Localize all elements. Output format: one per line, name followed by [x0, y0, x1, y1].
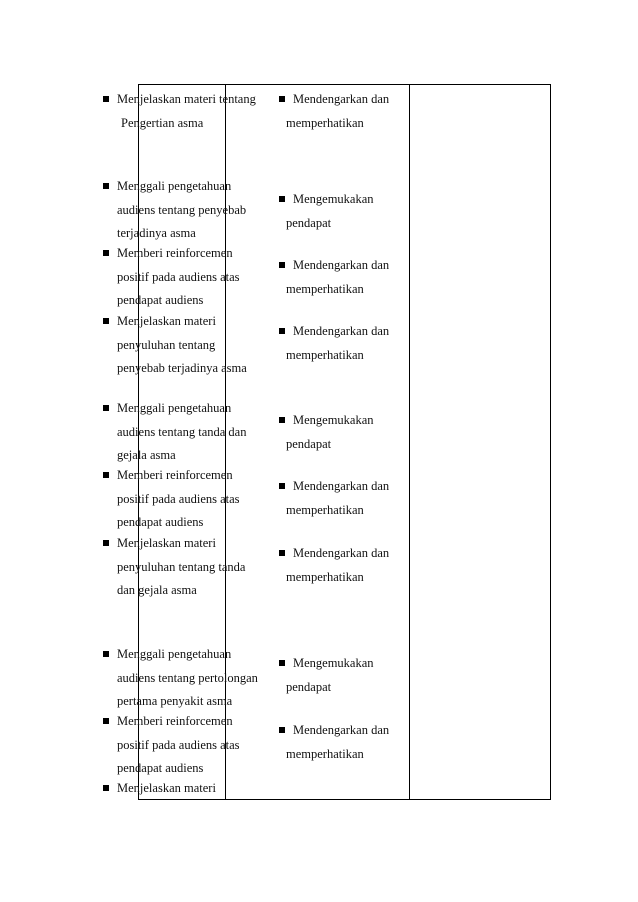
square-bullet-icon	[279, 727, 285, 733]
activity-line: Menggali pengetahuan	[117, 401, 232, 415]
activity-line: Menjelaskan materi	[117, 781, 216, 795]
square-bullet-icon	[279, 328, 285, 334]
response-line: pendapat	[286, 436, 332, 451]
square-bullet-icon	[103, 651, 109, 657]
activity-line: positif pada audiens atas	[117, 269, 240, 284]
activity-line: gejala asma	[117, 448, 176, 462]
activity-line: audiens tentang pertolongan	[117, 670, 258, 685]
square-bullet-icon	[103, 96, 109, 102]
activity-line: Memberi reinforcemen	[117, 714, 233, 728]
response-line: pendapat	[286, 679, 332, 694]
response-line: Mendengarkan dan	[293, 546, 390, 560]
activity-item	[103, 175, 246, 246]
square-bullet-icon	[279, 196, 285, 202]
square-bullet-icon	[103, 318, 109, 324]
response-line: Mengemukakan	[293, 413, 374, 427]
activity-line: Pengertian asma	[121, 115, 204, 130]
response-line: Mengemukakan	[293, 192, 374, 206]
activity-line: terjadinya asma	[117, 226, 196, 240]
response-line: memperhatikan	[286, 347, 364, 362]
activity-line: pendapat audiens	[117, 761, 204, 775]
activity-item	[103, 643, 258, 714]
square-bullet-icon	[103, 183, 109, 189]
activity-line: penyuluhan tentang tanda	[117, 559, 246, 574]
column-divider-2	[409, 85, 410, 799]
square-bullet-icon	[103, 718, 109, 724]
square-bullet-icon	[279, 550, 285, 556]
activity-line: positif pada audiens atas	[117, 491, 240, 506]
square-bullet-icon	[103, 250, 109, 256]
square-bullet-icon	[103, 472, 109, 478]
activity-item	[103, 532, 245, 603]
activity-line: penyuluhan tentang	[117, 337, 216, 352]
square-bullet-icon	[103, 785, 109, 791]
response-line: Mendengarkan dan	[293, 723, 390, 737]
response-line: Mengemukakan	[293, 656, 374, 670]
square-bullet-icon	[279, 660, 285, 666]
response-line: memperhatikan	[286, 281, 364, 296]
square-bullet-icon	[103, 405, 109, 411]
response-line: Mendengarkan dan	[293, 258, 390, 272]
activity-line: audiens tentang penyebab	[117, 202, 247, 217]
square-bullet-icon	[279, 262, 285, 268]
activity-item	[103, 242, 240, 313]
response-line: memperhatikan	[286, 746, 364, 761]
activity-line: Menjelaskan materi	[117, 314, 216, 328]
response-item	[279, 88, 389, 135]
activity-line: positif pada audiens atas	[117, 737, 240, 752]
response-line: Mendengarkan dan	[293, 324, 390, 338]
response-line: memperhatikan	[286, 502, 364, 517]
activity-line: Menggali pengetahuan	[117, 179, 232, 193]
activity-line: Menjelaskan materi	[117, 536, 216, 550]
activity-line: pendapat audiens	[117, 293, 204, 307]
activity-line: Menggali pengetahuan	[117, 647, 232, 661]
activity-item	[103, 88, 256, 135]
square-bullet-icon	[279, 483, 285, 489]
response-item	[279, 409, 374, 456]
response-item	[279, 719, 389, 766]
response-item	[279, 475, 389, 522]
response-item	[279, 188, 374, 235]
response-item	[279, 254, 389, 301]
response-line: memperhatikan	[286, 115, 364, 130]
activity-item	[103, 397, 246, 468]
activity-item	[103, 710, 240, 781]
activity-line: pertama penyakit asma	[117, 694, 233, 708]
activity-line: Menjelaskan materi tentang	[117, 92, 256, 106]
response-line: pendapat	[286, 215, 332, 230]
square-bullet-icon	[279, 417, 285, 423]
square-bullet-icon	[279, 96, 285, 102]
square-bullet-icon	[103, 540, 109, 546]
response-item	[279, 652, 374, 699]
activity-item	[103, 310, 247, 381]
activity-line: Memberi reinforcemen	[117, 246, 233, 260]
response-line: Mendengarkan dan	[293, 92, 390, 106]
response-item	[279, 320, 389, 367]
response-item	[279, 542, 389, 589]
response-line: memperhatikan	[286, 569, 364, 584]
activity-item	[103, 464, 240, 535]
activity-line: audiens tentang tanda dan	[117, 424, 247, 439]
response-line: Mendengarkan dan	[293, 479, 390, 493]
activity-line: dan gejala asma	[117, 583, 197, 597]
activity-line: penyebab terjadinya asma	[117, 361, 247, 375]
activity-line: Memberi reinforcemen	[117, 468, 233, 482]
activity-item	[103, 777, 216, 801]
activity-line: pendapat audiens	[117, 515, 204, 529]
